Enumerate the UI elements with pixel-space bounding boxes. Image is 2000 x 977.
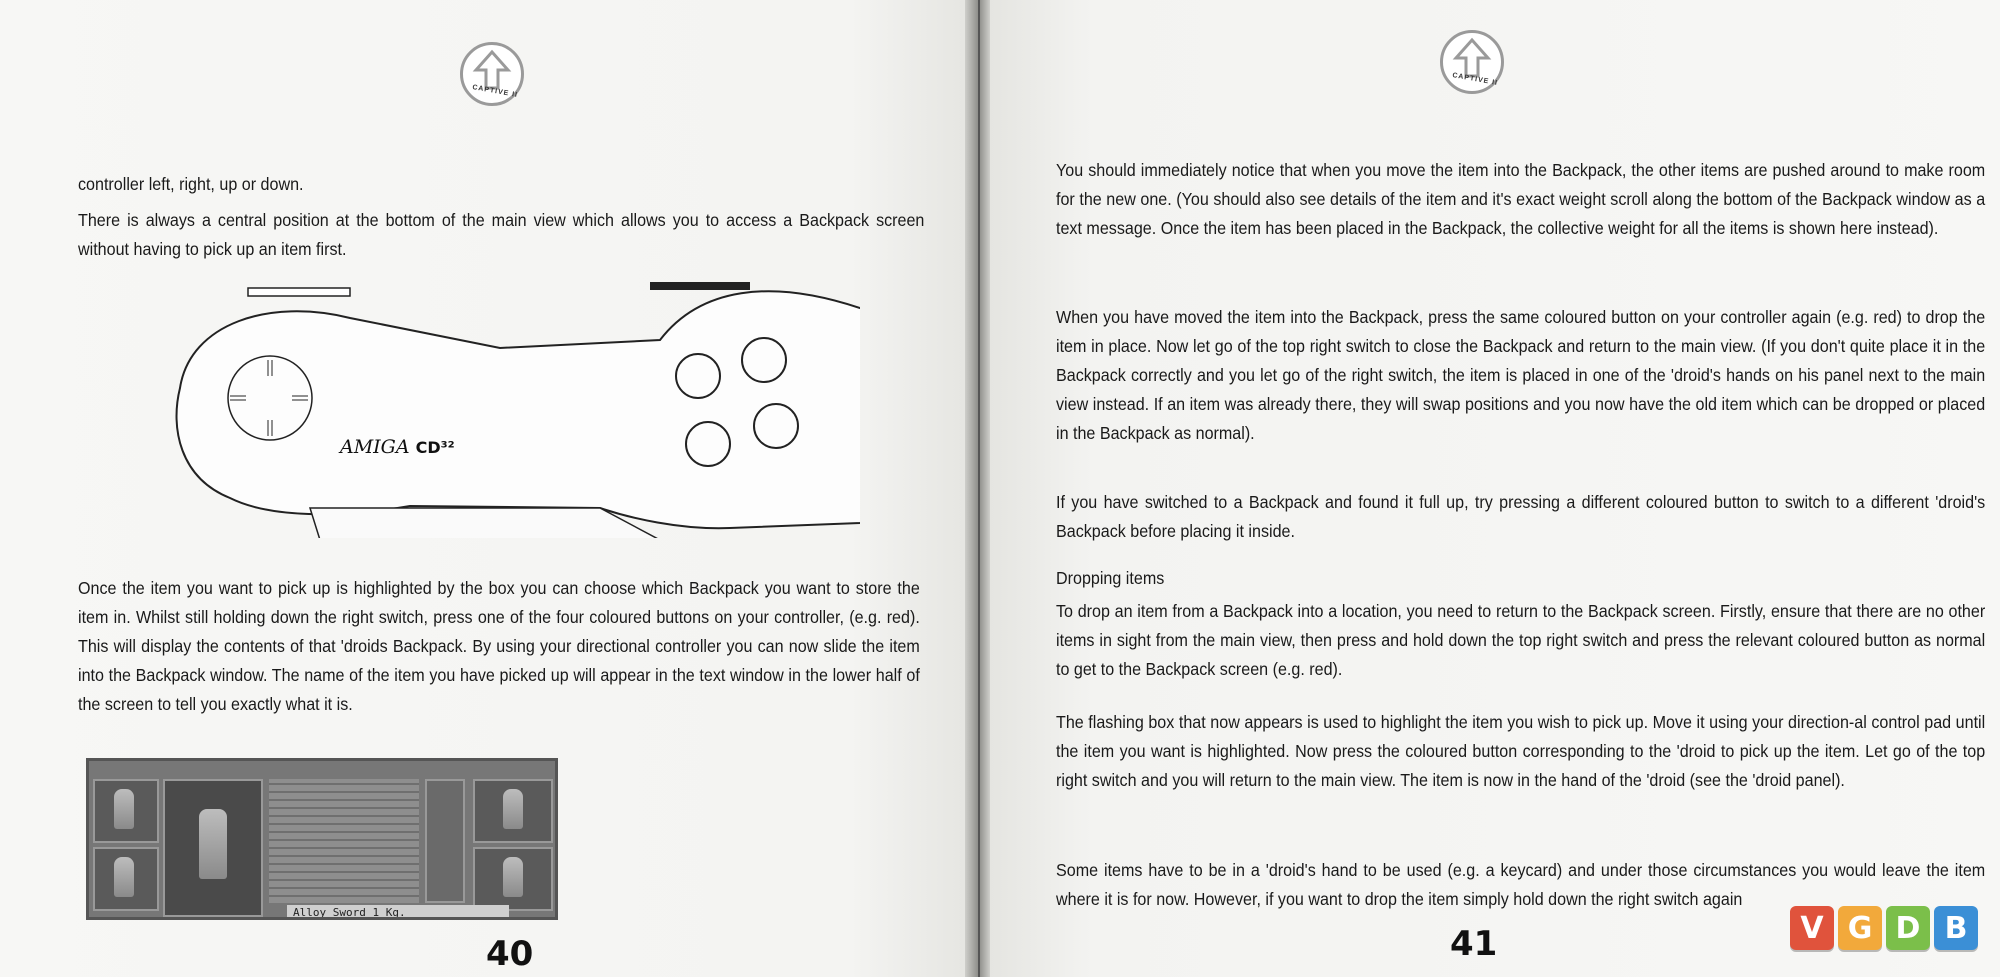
captive-logo-left (460, 42, 524, 106)
vgdb-watermark (1790, 906, 1978, 950)
backpack-grid (269, 779, 419, 903)
paragraph-2: When you have moved the item into the Backpack, press the same coloured button on your controller again (e.g. red) to drop the item in place. Now let go of the top right switch to close the Backpack and return to the main view. (If you don't quite place it in the Backpack correctly and you let go of the right switch, the item is placed in one of the 'droid's hands on his panel next to the main view instead. If an item was already there, they will swap positions and you now have the old item which can be dropped or placed in the Backpack as normal). (1056, 307, 1986, 443)
page-number: 40 (486, 934, 534, 974)
item-detail (425, 779, 465, 903)
item-caption: Alloy Sword 1 Kg. (287, 905, 509, 920)
droid-figure-icon (114, 789, 134, 829)
droid-figure-icon (503, 789, 523, 829)
game-screenshot (86, 758, 558, 920)
paragraph-5: The flashing box that now appears is used to highlight the item you wish to pick up. Move it using your direction-al control pad until the item you want is highlighted. Now press the coloured button corresponding to the 'droid to pick up the item. Let go of the top right switch and you will return to the main view. The item is now in the hand of the 'droid (see the 'droid panel). (1056, 712, 1986, 790)
droid-figure-icon (114, 857, 134, 897)
paragraph-6: Some items have to be in a 'droid's hand to be used (e.g. a keycard) and under those circumstances you would leave the item where it is for now. However, if you want to drop the item simply hold down the right switch again (1056, 860, 1986, 909)
logo-caption: CAPTIVE II (1451, 72, 1499, 87)
cd32-controller-illustration (160, 268, 860, 538)
page-number: 41 (1450, 924, 1498, 964)
controller-brand-label (340, 436, 455, 458)
logo-caption: CAPTIVE II (471, 84, 519, 99)
paragraph-1: You should immediately notice that when you move the item into the Backpack, the other items are pushed around to make room for the new one. (You should also see details of the item and it's exact weight scroll along the bottom of the Backpack window as a text message. Once the item has been placed in the Backpack, the collective weight for all the items is shown here instead). (1056, 160, 1986, 238)
left-page (0, 0, 965, 977)
cd32-wordmark: CD³² (415, 438, 455, 457)
watermark-letter-b: B (1934, 906, 1978, 950)
paragraph-1: controller left, right, up or down. (78, 174, 304, 194)
right-page (990, 0, 2000, 977)
hero-figure-icon (199, 809, 227, 879)
watermark-letter-d: D (1886, 906, 1930, 950)
watermark-letter-g: G (1838, 906, 1882, 950)
droid-figure-icon (503, 857, 523, 897)
book-crease (978, 0, 980, 977)
paragraph-3: If you have switched to a Backpack and found it full up, try pressing a different coloured button to switch to a different 'droid's Backpack before placing it inside. (1056, 492, 1986, 541)
section-heading: Dropping items (1056, 568, 1165, 588)
captive-logo-right (1440, 30, 1504, 94)
amiga-wordmark: AMIGA (340, 436, 410, 458)
watermark-letter-v: V (1790, 906, 1834, 950)
paragraph-4: To drop an item from a Backpack into a location, you need to return to the Backpack screen. Firstly, ensure that there are no other items in sight from the main view, then press and hold down the top right switch and press the relevant coloured button as normal to get to the Backpack screen (e.g. red). (1056, 601, 1986, 679)
paragraph-3: Once the item you want to pick up is highlighted by the box you can choose which Backpack you want to store the item in. Whilst still holding down the right switch, press one of the four coloured buttons on your controller, (e.g. red). This will display the contents of that 'droids Backpack. By using your directional controller you can now slide the item into the Backpack window. The name of the item you have picked up will appear in the text window in the lower half of the screen to tell you exactly what it is. (78, 578, 920, 714)
paragraph-2: There is always a central position at the bottom of the main view which allows you to access a Backpack screen without having to pick up an item first. (78, 210, 925, 259)
